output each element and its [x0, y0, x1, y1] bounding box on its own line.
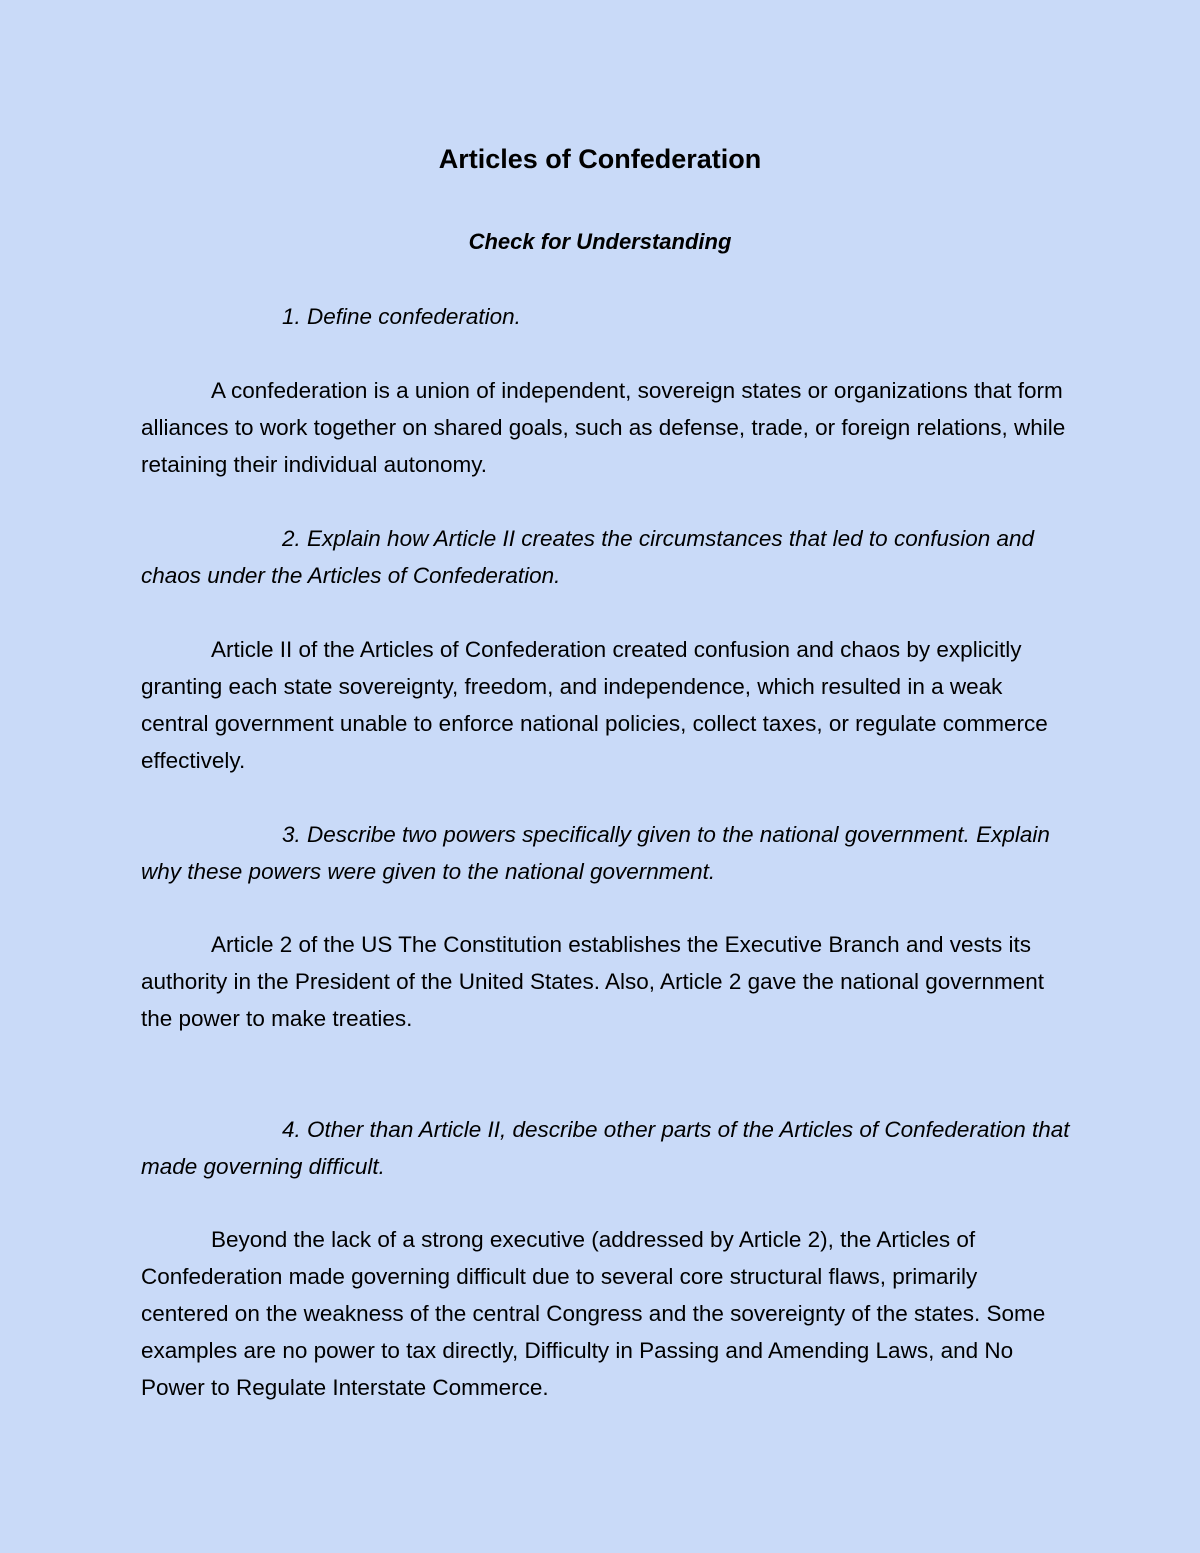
question-2: 2. Explain how Article II creates the circumstances that led to confusion and chaos under the Articles of Confederation.: [141, 526, 1035, 588]
answer-3: Article 2 of the US The Constitution establishes the Executive Branch and vests its authority in the President of the United States. Also, Article 2 gave the national government the power to make treaties.: [141, 932, 1045, 1031]
document-subtitle: Check for Understanding: [468, 229, 732, 254]
question-4: 4. Other than Article II, describe other parts of the Articles of Confederation that made governing difficult.: [141, 1117, 1070, 1179]
answer-2: Article II of the Articles of Confederation created confusion and chaos by explicitly granting each state sovereignty, freedom, and independence, which resulted in a weak central government unable to enforce national policies, collect taxes, or regulate commerce effectively.: [141, 637, 1048, 773]
answer-1: A confederation is a union of independent, sovereign states or organizations that form alliances to work together on shared goals, such as defense, trade, or foreign relations, while retaining their individual autonomy.: [141, 378, 1066, 477]
answer-4: Beyond the lack of a strong executive (addressed by Article 2), the Articles of Confederation made governing difficult due to several core structural flaws, primarily centered on the weakness of the central Congress and the sovereignty of the states. Some examples are no power to tax directly, Difficulty in Passing and Amending Laws, and No Power to Regulate Interstate Commerce.: [141, 1227, 1046, 1400]
question-3: 3. Describe two powers specifically given to the national government. Explain why these powers were given to the national government.: [141, 822, 1050, 884]
document-title: Articles of Confederation: [438, 144, 762, 174]
question-1: 1. Define confederation.: [282, 304, 521, 329]
